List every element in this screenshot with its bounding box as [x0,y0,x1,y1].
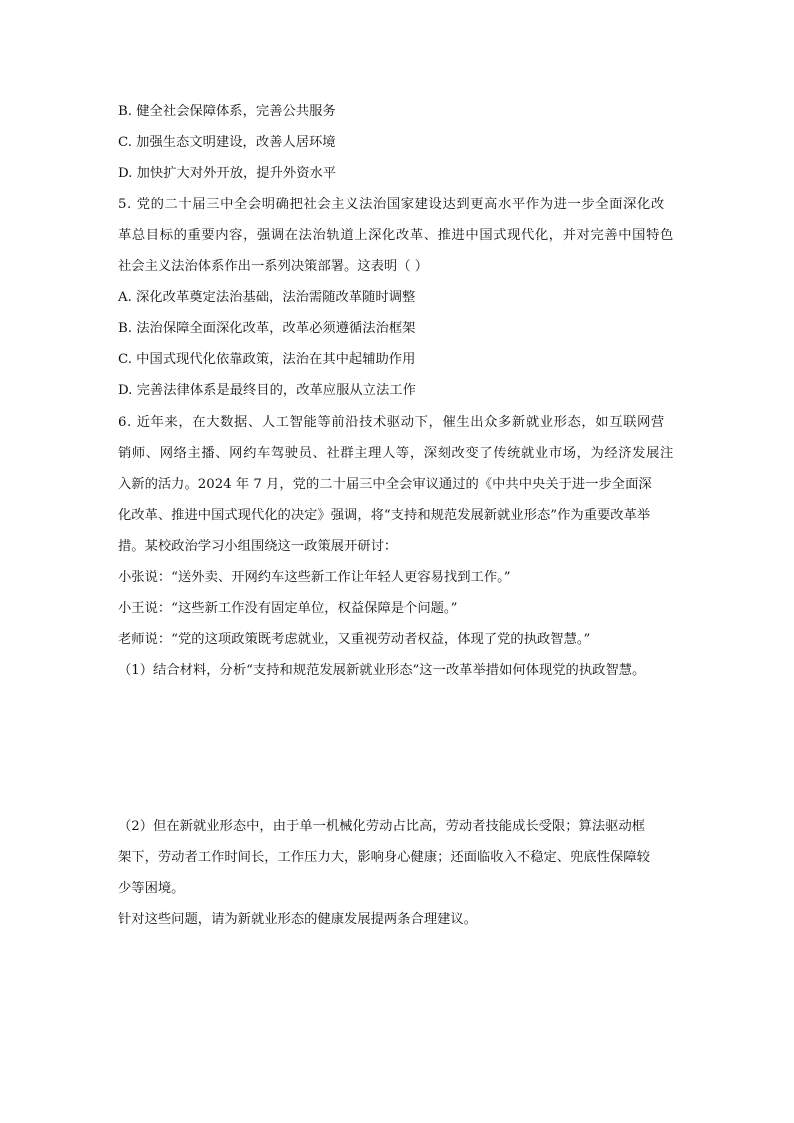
q6-subquestion-1: （1）结合材料，分析“支持和规范发展新就业形态”这一改革举措如何体现党的执政智慧。 [118,663,646,678]
q5-option-c: C. 中国式现代化依靠政策，法治在其中起辅助作用 [118,352,416,367]
q5-option-a: A. 深化改革奠定法治基础，法治需随改革随时调整 [118,290,416,305]
q5-stem-line-1: 5. 党的二十届三中全会明确把社会主义法治国家建设达到更高水平作为进一步全面深化改 [118,197,665,212]
q4-option-c: C. 加强生态文明建设，改善人居环境 [118,135,336,150]
q6-stem-line-4: 化改革、推进中国式现代化的决定》强调，将“支持和规范发展新就业形态”作为重要改革举 [118,508,651,523]
q6-stem-line-1: 6. 近年来，在大数据、人工智能等前沿技术驱动下，催生出众多新就业形态，如互联网营 [118,415,665,430]
q4-option-b: B. 健全社会保障体系，完善公共服务 [118,104,336,119]
q6-quote-teacher: 老师说：“党的这项政策既考虑就业，又重视劳动者权益，体现了党的执政智慧。” [118,632,591,647]
q5-stem-line-3: 社会主义法治体系作出一系列决策部署。这表明（ ） [118,259,429,274]
q5-stem-line-2: 革总目标的重要内容，强调在法治轨道上深化改革、推进中国式现代化，并对完善中国特色 [118,228,674,243]
q6-quote-wang: 小王说：“这些新工作没有固定单位，权益保障是个问题。” [118,601,458,616]
q6-stem-line-3: 入新的活力。2024 年 7 月，党的二十届三中全会审议通过的《中共中央关于进一步全面深 [118,477,652,492]
q5-option-b: B. 法治保障全面深化改革，改革必须遵循法治框架 [118,321,416,336]
q6-stem-line-2: 销师、网络主播、网约车驾驶员、社群主理人等，深刻改变了传统就业市场，为经济发展注 [118,446,674,461]
q6-subquestion-2-line-3: 少等困境。 [118,881,185,896]
q6-stem-line-5: 措。某校政治学习小组围绕这一政策展开研讨： [118,539,398,554]
q6-quote-zhang: 小张说：“送外卖、开网约车这些新工作让年轻人更容易找到工作。” [118,570,511,585]
q4-option-d: D. 加快扩大对外开放，提升外资水平 [118,166,337,181]
q6-subquestion-2-line-1: （2）但在新就业形态中，由于单一机械化劳动占比高，劳动者技能成长受限；算法驱动框 [118,819,646,834]
q6-subquestion-2-line-2: 架下，劳动者工作时间长，工作压力大，影响身心健康；还面临收入不稳定、兜底性保障较 [118,850,650,865]
q5-option-d: D. 完善法律体系是最终目的，改革应服从立法工作 [118,383,416,398]
q6-subquestion-2-line-4: 针对这些问题，请为新就业形态的健康发展提两条合理建议。 [118,912,478,927]
